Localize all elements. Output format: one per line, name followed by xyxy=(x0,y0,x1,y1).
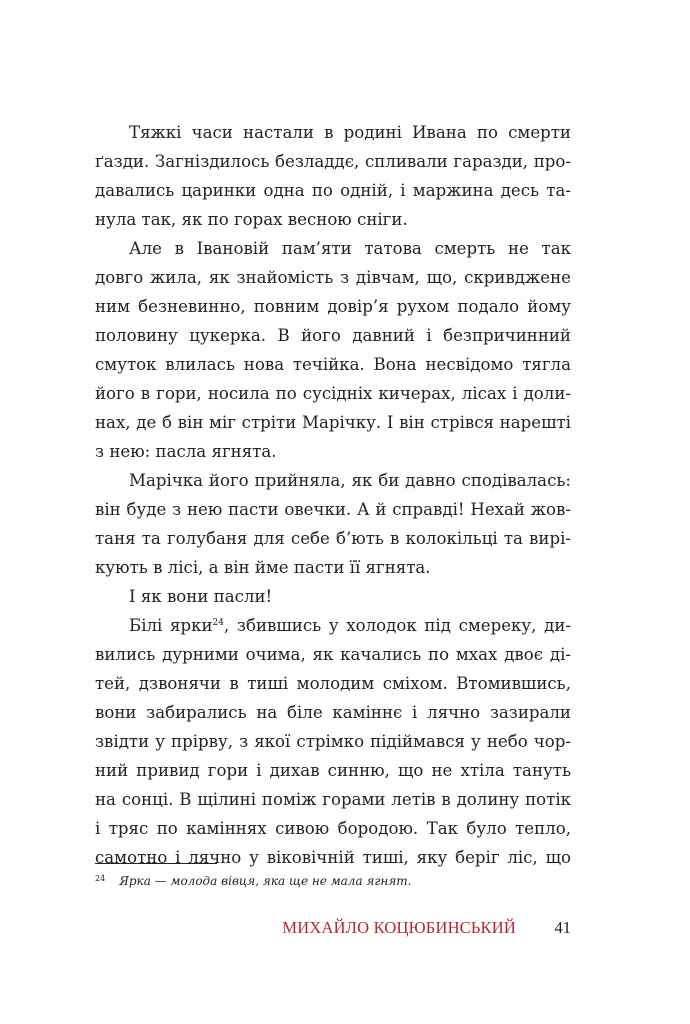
text-line-content: його в гори, носила по сусідніх кичерах, лісах і доли- xyxy=(95,384,571,403)
text-line-content: вони забирались на біле каміннє і лячно зазирали xyxy=(95,703,571,722)
text-line-content: він буде з нею пасти овечки. А й справді! Нехай жов- xyxy=(95,500,571,519)
text-line xyxy=(95,147,571,176)
text-line-content: половину цукерка. В його давний і безпричинний xyxy=(95,326,571,345)
text-line xyxy=(95,756,571,785)
text-line-content: ний привид гори і дихав синню, що не хтіла тануть xyxy=(95,761,571,780)
running-footer-author: МИХАЙЛО КОЦЮБИНСЬКИЙ xyxy=(282,918,516,937)
text-line-content: І як вони пасли! xyxy=(129,587,273,606)
body-text xyxy=(95,118,571,872)
footnote-number: 24 xyxy=(95,874,106,883)
text-line-content: нах, де б він міг стріти Марічку. І він стрівся нарешті xyxy=(95,413,571,432)
text-line-content: ґазди. Загніздилось безладдє, спливали гаразди, про- xyxy=(95,152,571,171)
text-line xyxy=(95,321,571,350)
text-line-content: тей, дзвонячи в тиші молодим сміхом. Втомившись, xyxy=(95,674,571,693)
text-line xyxy=(95,698,571,727)
text-line xyxy=(95,785,571,814)
text-line-content: на сонці. В щілині поміж горами летів в долину потік xyxy=(95,790,571,809)
text-line xyxy=(95,292,571,321)
text-line xyxy=(95,553,571,582)
text-line-content: і тряс по каміннях сивою бородою. Так було тепло, xyxy=(95,819,571,838)
page-number: 41 xyxy=(554,918,571,937)
text-line-content: Але в Івановій пам’яти татова смерть не так xyxy=(129,239,571,258)
text-line xyxy=(95,437,571,466)
text-line xyxy=(95,495,571,524)
text-line xyxy=(95,814,571,843)
text-line-content: довго жила, як знайомість з дівчам, що, скривджене xyxy=(95,268,571,287)
text-line xyxy=(95,727,571,756)
text-line-content: з нею: пасла ягнята. xyxy=(95,442,277,461)
text-line-content: Марічка його прийняла, як би давно сподівалась: xyxy=(129,471,571,490)
footnote xyxy=(95,870,571,890)
text-line xyxy=(95,263,571,292)
text-line-content: таня та голубаня для себе б’ють в колокільці та вирі- xyxy=(95,529,571,548)
text-line xyxy=(95,408,571,437)
text-line xyxy=(95,843,571,872)
text-line xyxy=(95,350,571,379)
text-line xyxy=(95,466,571,495)
text-line xyxy=(95,176,571,205)
text-line-content: самотно і лячно у віковічній тиші, яку беріг ліс, що xyxy=(95,848,571,867)
text-line xyxy=(95,640,571,669)
footnote-divider xyxy=(95,863,217,864)
text-line xyxy=(95,524,571,553)
text-line-content: вились дурними очима, як качались по мхах двоє ді- xyxy=(95,645,571,664)
text-line-content: давались царинки одна по одній, і маржина десь та- xyxy=(95,181,571,200)
text-line xyxy=(95,205,571,234)
text-line-content: звідти у прірву, з якої стрімко підіймався у небо чор- xyxy=(95,732,571,751)
text-line-content: Білі ярки xyxy=(129,616,213,635)
text-line-content: кують в лісі, а він йме пасти її ягнята. xyxy=(95,558,431,577)
text-line-content: ним безневинно, повним довір’я рухом подало йому xyxy=(95,297,571,316)
text-line xyxy=(95,118,571,147)
text-line xyxy=(95,379,571,408)
text-line xyxy=(95,234,571,263)
text-line-content: Тяжкі часи настали в родині Ивана по смерти xyxy=(129,123,571,142)
text-line-content: нула так, як по горах весною сніги. xyxy=(95,210,408,229)
text-line xyxy=(95,611,571,640)
text-line-content: смуток влилась нова течійка. Вона несвідомо тягла xyxy=(95,355,571,374)
text-line xyxy=(95,669,571,698)
text-line xyxy=(95,582,571,611)
running-footer xyxy=(95,916,571,940)
text-line-continuation: , збившись у холодок під смереку, ди- xyxy=(223,616,571,635)
footnote-text: Ярка — молода вівця, яка ще не мала ягнят. xyxy=(119,874,412,888)
footnote-reference: 24 xyxy=(212,618,224,628)
